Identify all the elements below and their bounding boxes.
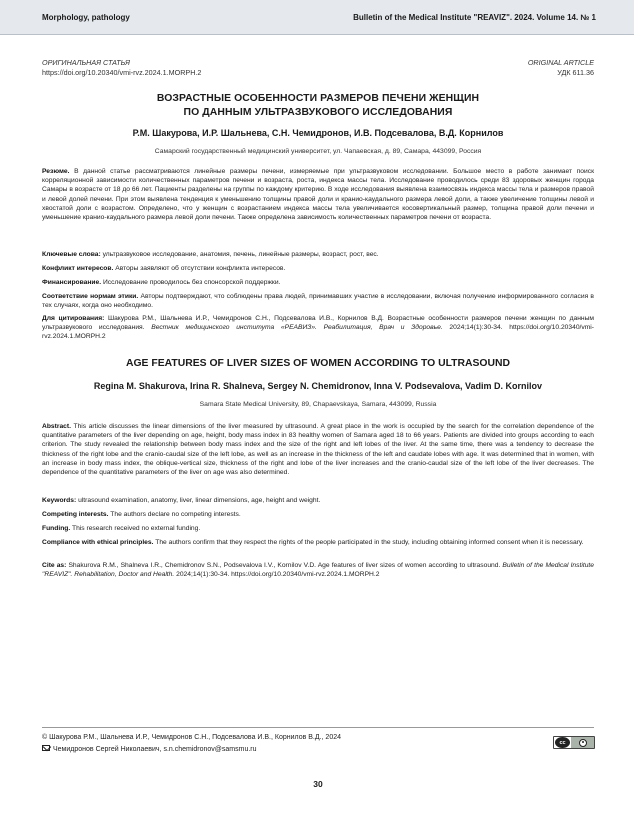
funding-ru bbox=[42, 278, 594, 287]
corresponding-author bbox=[42, 745, 257, 755]
ethics-ru-text: Авторы подтверждают, что соблюдены права людей, принимавших участие в исследовании, включая получение информированного согласия в тех случаях, когда оно необходимо. bbox=[42, 293, 594, 310]
competing-en-label: Competing interests. bbox=[42, 511, 109, 518]
citation-en bbox=[42, 561, 594, 579]
citation-ru-tail[interactable]: 2024;14(1):30-34. https://doi.org/10.20340/vmi-rvz.2024.1.MORPH.2 bbox=[42, 324, 595, 341]
keywords-ru bbox=[42, 250, 594, 259]
page-number: 30 bbox=[313, 779, 323, 789]
keywords-en-text: ultrasound examination, anatomy, liver, linear dimensions, age, height and weight. bbox=[78, 497, 321, 504]
ethics-en-label: Compliance with ethical principles. bbox=[42, 539, 154, 546]
citation-en-text: Shakurova R.M., Shalneva I.R., Chemidronov S.N., Podsevalova I.V., Kornilov V.D. Age features of liver sizes of women according to ultrasound. bbox=[68, 562, 501, 569]
journal-issue: Bulletin of the Medical Institute "REAVIZ". 2024. Volume 14. № 1 bbox=[353, 13, 596, 22]
contact-text[interactable]: Чемидронов Сергей Николаевич, s.n.chemidronov@samsmu.ru bbox=[53, 746, 257, 753]
citation-ru-text: Шакурова Р.М., Шальнева И.Р., Чемидронов С.Н., Подсевалова И.В., Корнилов В.Д. Возрастные особенности размеров печени женщин по данным ультразвукового исследования. bbox=[42, 315, 595, 332]
section-label: Morphology, pathology bbox=[42, 13, 130, 22]
abstract-ru-text: В данной статье рассматриваются линейные размеры печени, измеряемые при ультразвуковом исследовании. Большое место в работе занимает поиск корреляционной зависимости количественных параметров печени и возраста, роста, индекса массы тела. Исследование проводилось среди 83 здоровых женщин города Самары в возрасте от 18 до 66 лет. Пациенты разделены на группы по каждому критерию. В ходе исследования выявлена взаимосвязь индекса массы тела и размеров правой и левой долей печени. При этом выявлена тенденция к уменьшению толщины правой доли и кранио-каудального размера левой доли, а также увеличение толщины левой и хвостатой доли с возрастом. Определено, что у женщин с возрастанием индекса массы тела увеличивается косовертикальный размер, толщина правой доли печени и уменьшение кранио-каудального размера левой доли печени. Также определена зависимость количественных параметров печени от возраста. bbox=[42, 168, 594, 222]
title-ru-line-1: ВОЗРАСТНЫЕ ОСОБЕННОСТИ РАЗМЕРОВ ПЕЧЕНИ ЖЕНЩИН bbox=[156, 93, 480, 104]
keywords-en-label: Keywords: bbox=[42, 497, 77, 504]
conflict-ru-label: Конфликт интересов. bbox=[42, 265, 114, 272]
ethics-ru-label: Соответствие нормам этики. bbox=[42, 293, 139, 300]
competing-en bbox=[42, 510, 594, 519]
cc-by-license-badge[interactable] bbox=[553, 736, 595, 749]
ethics-en-text: The authors confirm that they respect the rights of the people participated in the study, including obtaining informed consent when it is necessary. bbox=[155, 539, 584, 546]
keywords-ru-label: Ключевые слова: bbox=[42, 251, 101, 258]
abstract-en-text: This article discusses the linear dimensions of the liver measured by ultrasound. A great place in the work is occupied by the search for the correlation dependence of the quantitative parameters of the liver depending on age, height, body mass index in 83 healthy women of Samara aged 18 to 66 years. Patients are divided into groups according to each criterion. The study revealed the relationship between body mass index and the size of the right and left lobes of the liver. At the same time, there was a tendency to decrease the thickness of the right lobe and the cranio-caudal size of the left lobe, as well as an increase in the thickness of the left and caudate lobes with age. It was determined that in women, with an increase in body mass index, the oblique-vertical size, thickness of the right and lobe of the liver increases and the cranio-caudal size of the left lobe of the liver decreases. The dependence of the quantitative parameters of the liver on age was also determined. bbox=[42, 423, 594, 477]
udc-code: УДК 611.36 bbox=[557, 68, 594, 77]
running-header bbox=[0, 0, 634, 35]
footer-divider bbox=[42, 727, 594, 728]
citation-ru-label: Для цитирования: bbox=[42, 315, 105, 322]
attribution-icon bbox=[571, 737, 594, 748]
authors-ru: Р.М. Шакурова, И.Р. Шальнева, С.Н. Чемидронов, И.В. Подсевалова, В.Д. Корнилов bbox=[132, 128, 504, 138]
title-ru-line-2: ПО ДАННЫМ УЛЬТРАЗВУКОВОГО ИССЛЕДОВАНИЯ bbox=[183, 107, 453, 118]
ethics-en bbox=[42, 538, 594, 547]
article-type-en: ORIGINAL ARTICLE bbox=[527, 58, 594, 67]
abstract-ru bbox=[42, 167, 594, 222]
cc-logo-icon: cc bbox=[555, 737, 570, 748]
keywords-ru-text: ультразвуковое исследование, анатомия, печень, линейные размеры, возраст, рост, вес. bbox=[102, 251, 379, 258]
authors-en: Regina M. Shakurova, Irina R. Shalneva, Sergey N. Chemidronov, Inna V. Podsevalova, Vadim D. Kornilov bbox=[93, 381, 543, 391]
citation-en-label: Cite as: bbox=[42, 562, 67, 569]
affiliation-ru: Самарский государственный медицинский университет, ул. Чапаевская, д. 89, Самара, 443099, Россия bbox=[154, 148, 482, 155]
abstract-ru-label: Резюме. bbox=[42, 168, 70, 175]
conflict-ru bbox=[42, 264, 594, 273]
envelope-icon bbox=[42, 745, 50, 751]
citation-ru-journal: Вестник медицинского института «РЕАВИЗ». Реабилитация, Врач и Здоровье. bbox=[151, 324, 443, 332]
citation-en-tail[interactable]: 2024;14(1):30-34. https://doi.org/10.20340/vmi-rvz.2024.1.MORPH.2 bbox=[176, 571, 380, 579]
funding-en bbox=[42, 524, 594, 533]
funding-ru-text: Исследование проводилось без спонсорской поддержки. bbox=[102, 279, 281, 286]
funding-en-label: Funding. bbox=[42, 525, 71, 532]
ethics-ru bbox=[42, 292, 594, 310]
abstract-en-label: Abstract. bbox=[42, 423, 71, 430]
citation-en-journal: Bulletin of the Medical Institute "REAVIZ". Rehabilitation, Doctor and Health. bbox=[42, 562, 594, 579]
conflict-ru-text: Авторы заявляют об отсутствии конфликта интересов. bbox=[115, 265, 286, 272]
funding-en-text: This research received no external funding. bbox=[71, 525, 201, 532]
affiliation-en: Samara State Medical University, 89, Chapaevskaya, Samara, 443099, Russia bbox=[199, 401, 437, 408]
title-en: AGE FEATURES OF LIVER SIZES OF WOMEN ACCORDING TO ULTRASOUND bbox=[125, 358, 511, 369]
copyright: © Шакурова Р.М., Шальнева И.Р., Чемидронов С.Н., Подсевалова И.В., Корнилов В.Д., 2024 bbox=[42, 734, 342, 741]
funding-ru-label: Финансирование. bbox=[42, 279, 102, 286]
citation-ru bbox=[42, 314, 594, 342]
doi-link[interactable]: https://doi.org/10.20340/vmi-rvz.2024.1.MORPH.2 bbox=[42, 68, 202, 77]
competing-en-text: The authors declare no competing interests. bbox=[110, 511, 241, 518]
keywords-en bbox=[42, 496, 594, 505]
article-type-ru: ОРИГИНАЛЬНАЯ СТАТЬЯ bbox=[42, 58, 130, 67]
title-ru bbox=[42, 92, 594, 120]
abstract-en bbox=[42, 422, 594, 477]
